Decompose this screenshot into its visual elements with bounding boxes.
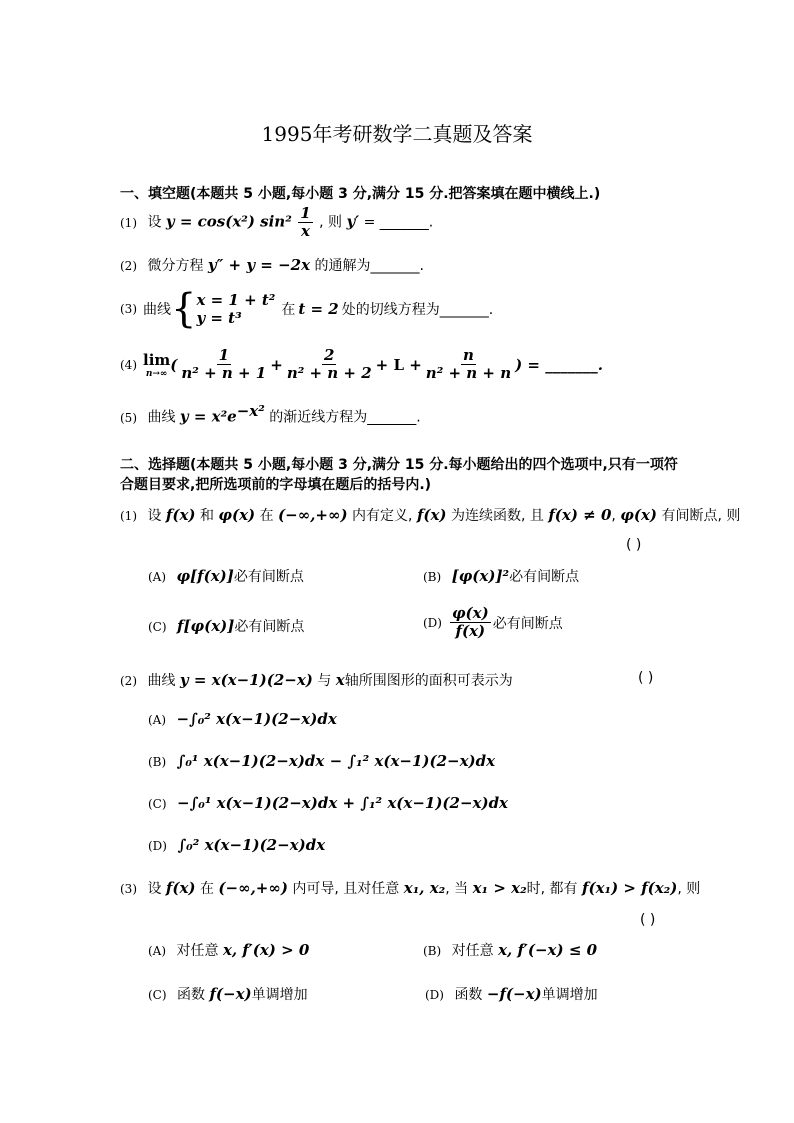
question-number: (3)	[120, 302, 137, 316]
answer-blank: ) = _______.	[515, 355, 603, 374]
option-text: 必有间断点	[234, 619, 305, 635]
question-number: (1)	[120, 509, 137, 523]
option-label: (B)	[423, 944, 442, 958]
s2-question-3: (3) 设 f(x) 在 (−∞,+∞) 内可导, 且对任意 x₁, x₂, 当 x₁ > x₂时, 都有 f(x₁) > f(x₂), 则	[120, 879, 701, 897]
s2-q2-option-d	[148, 836, 325, 854]
fraction: $\frac{1}{x}$	[300, 204, 311, 240]
option-label: (D)	[148, 839, 167, 853]
formula: φ[f(x)]	[176, 567, 234, 585]
fraction: $\frac{\varphi(x)}{f(x)}$	[451, 604, 489, 640]
formula: f(−x)	[209, 985, 252, 1003]
s1-question-5: (5) 曲线 $y = x^2e^{-x^2}$ 的渐近线方程为_______.	[120, 402, 421, 426]
formula: y′	[346, 212, 360, 231]
s2-q3-option-b: (B) 对任意 x, f′(−x) ≤ 0	[423, 941, 598, 959]
answer-paren: ( )	[626, 537, 642, 553]
option-label: (B)	[423, 570, 442, 584]
answer-blank: 的渐近线方程为_______.	[269, 409, 421, 426]
question-text: 设	[147, 214, 162, 231]
fraction: $\frac{2}{\text{n² + n + 2}}$	[286, 346, 372, 382]
formula: f[φ(x)]	[177, 617, 235, 635]
formula: [φ(x)]²	[451, 567, 510, 585]
s2-question-2: (2) 曲线 y = x(x−1)(2−x) 与 x轴所围图形的面积可表示为	[120, 671, 513, 689]
answer-paren: ( )	[640, 912, 656, 928]
section2-heading-line2: 合题目要求,把所选项前的字母填在题后的括号内.)	[120, 477, 432, 493]
fraction: $\frac{1}{\text{n² + n + 1}}$	[181, 346, 267, 382]
option-text: 必有间断点	[492, 615, 563, 632]
s2-q2-option-c	[148, 794, 508, 812]
option-label: (A)	[148, 944, 167, 958]
question-number: (4)	[120, 357, 137, 372]
s2-q3-option-c: (C) 函数 f(−x)单调增加	[148, 985, 308, 1003]
s2-question-1: (1) 设 f(x) 和 φ(x) 在 (−∞,+∞) 内有定义, f(x) 为连续函数, 且 f(x) ≠ 0, φ(x) 有间断点, 则	[120, 506, 741, 524]
brace-symbol: {	[171, 286, 197, 332]
question-text: 曲线	[143, 302, 171, 318]
formula: y = x²e	[179, 407, 237, 426]
limit: lim n→∞	[143, 350, 171, 379]
answer-blank: 处的切线方程为_______.	[341, 302, 494, 318]
formula: t = 2	[298, 300, 339, 318]
option-text: 必有间断点	[509, 569, 580, 585]
s2-q1-option-a	[148, 566, 304, 586]
s2-q1-option-d	[423, 605, 563, 640]
option-label: (C)	[148, 620, 167, 634]
option-text: 单调增加	[251, 987, 308, 1003]
formula: y″ + y = −2x	[207, 256, 311, 274]
s1-question-4: (4) lim n→∞ ( $\frac{1}{\text{n² + n + 1}}$ + $\frac{2}{\text{n² + n + 2}}$ + L + $\frac{n}{\text{n² + n + n}}$ ) = _______.	[120, 346, 603, 382]
parametric-system: x = 1 + t² y = t³	[196, 291, 276, 327]
formula: ∫₀¹ x(x−1)(2−x)dx − ∫₁² x(x−1)(2−x)dx	[176, 752, 496, 770]
s1-question-2	[120, 255, 424, 275]
formula: −f(−x)	[486, 985, 542, 1003]
option-label: (C)	[148, 988, 167, 1002]
formula: x, f′(−x) ≤ 0	[498, 941, 598, 959]
option-label: (A)	[148, 570, 167, 584]
s2-q1-option-c	[148, 616, 304, 636]
question-number: (5)	[120, 410, 137, 425]
option-label: (D)	[423, 615, 442, 630]
section1-heading: 一、填空题(本题共 5 小题,每小题 3 分,满分 15 分.把答案填在题中横线上.)	[120, 186, 601, 202]
s2-q3-option-a: (A) 对任意 x, f′(x) > 0	[148, 941, 310, 959]
s1-question-3	[120, 286, 494, 332]
question-number: (2)	[120, 674, 137, 688]
formula: −∫₀² x(x−1)(2−x)dx	[176, 710, 337, 728]
s2-q3-option-d: (D) 函数 −f(−x)单调增加	[425, 985, 598, 1003]
section2-heading-line1: 二、选择题(本题共 5 小题,每小题 3 分,满分 15 分.每小题给出的四个选项中,只有一项符	[120, 457, 678, 473]
formula: ∫₀² x(x−1)(2−x)dx	[177, 836, 326, 854]
formula: y = cos(x²) sin²	[165, 212, 292, 231]
page-title: 1995年考研数学二真题及答案	[261, 122, 533, 146]
formula: x, f′(x) > 0	[222, 941, 310, 959]
s2-q2-option-a	[148, 710, 337, 728]
s1-question-1	[120, 205, 433, 240]
option-label: (B)	[148, 755, 167, 769]
option-label: (C)	[148, 797, 167, 811]
s2-q2-option-b	[148, 752, 495, 770]
question-text: 曲线	[147, 409, 176, 426]
answer-blank: 的通解为_______.	[314, 258, 424, 274]
answer-paren: ( )	[638, 670, 654, 686]
question-text: 在	[281, 302, 296, 318]
option-label: (A)	[148, 713, 167, 727]
question-text: 微分方程	[147, 258, 204, 274]
s2-q1-option-b	[423, 566, 579, 586]
option-label: (D)	[425, 988, 444, 1002]
option-text: 单调增加	[541, 987, 598, 1003]
question-number: (3)	[120, 882, 137, 896]
answer-blank: = _______.	[363, 214, 434, 231]
formula: −∫₀¹ x(x−1)(2−x)dx + ∫₁² x(x−1)(2−x)dx	[177, 794, 508, 812]
fraction: $\frac{n}{\text{n² + n + n}}$	[425, 346, 512, 382]
question-number: (2)	[120, 259, 137, 273]
question-number: (1)	[120, 215, 137, 230]
question-text: , 则	[319, 214, 343, 231]
option-text: 必有间断点	[233, 569, 304, 585]
